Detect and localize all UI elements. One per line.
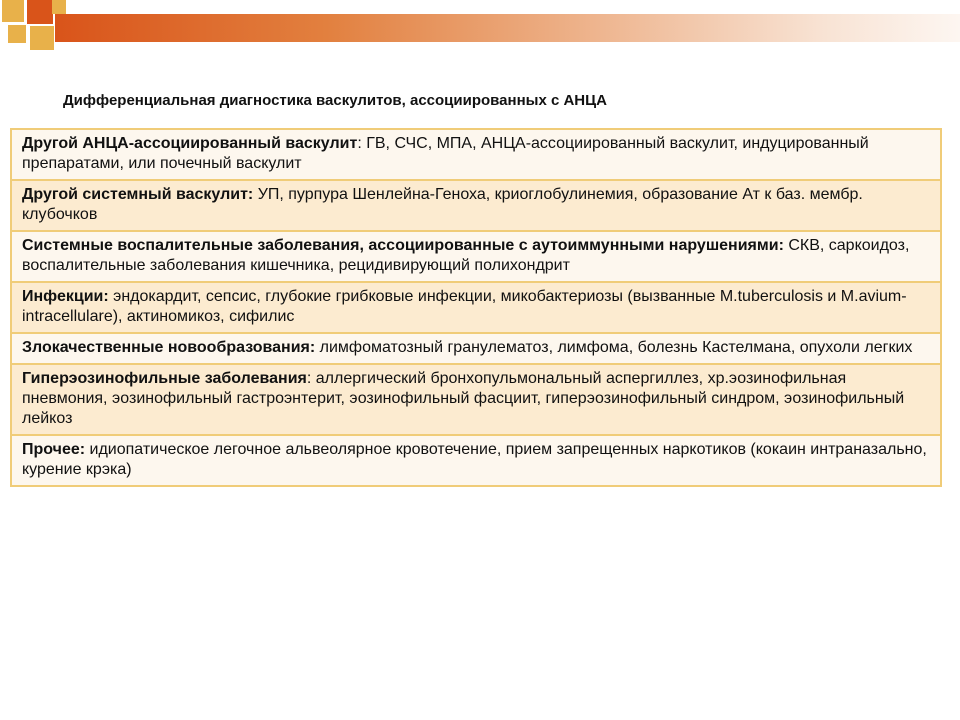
row-heading: Системные воспалительные заболевания, ассоциированные с аутоиммунными нарушениями:: [22, 237, 784, 254]
table-cell: [11, 333, 941, 364]
row-text: эндокардит, сепсис, глубокие грибковые инфекции, микобактериозы (вызванные M.tuberculosis и M.avium-intracellulare), актиномикоз, сифилис: [22, 288, 907, 325]
row-separator: :: [357, 135, 367, 152]
header-gradient-bar: [55, 14, 960, 42]
row-separator: :: [306, 370, 316, 387]
decor-square: [8, 25, 26, 43]
table-cell: [11, 435, 941, 486]
row-heading: Инфекции:: [22, 288, 109, 305]
table-row: [11, 364, 941, 435]
row-heading: Злокачественные новообразования:: [22, 339, 316, 356]
table-row: [11, 180, 941, 231]
table-row: [11, 129, 941, 180]
row-text: аллергический бронхопульмональный аспергиллез, хр.эозинофильная пневмония, эозинофильный гастроэнтерит, эозинофильный фасциит, гиперэозинофильный синдром, эозинофильный лейкоз: [22, 370, 905, 427]
table-row: [11, 333, 941, 364]
row-text: ГВ, СЧС, МПА, АНЦА-ассоциированный васкулит, индуцированный препаратами, или почечный васкулит: [22, 135, 869, 172]
row-text: идиопатическое легочное альвеолярное кровотечение, прием запрещенных наркотиков (кокаин интраназально, курение крэка): [22, 441, 927, 478]
table-cell: [11, 364, 941, 435]
slide-subtitle: Дифференциальная диагностика васкулитов, ассоциированных с АНЦА: [63, 92, 607, 109]
row-heading: Другой АНЦА-ассоциированный васкулит: [22, 135, 358, 152]
table-cell: [11, 282, 941, 333]
table-row: [11, 231, 941, 282]
table-cell: [11, 129, 941, 180]
decor-square: [52, 0, 66, 14]
table-cell: [11, 231, 941, 282]
row-heading: Другой системный васкулит:: [22, 186, 254, 203]
row-heading: Гиперэозинофильные заболевания: [22, 370, 307, 387]
decor-square: [27, 0, 53, 24]
row-text: СКВ, саркоидоз, воспалительные заболевания кишечника, рецидивирующий полихондрит: [22, 237, 910, 274]
row-heading: Прочее:: [22, 441, 86, 458]
row-text: лимфоматозный гранулематоз, лимфома, болезнь Кастелмана, опухоли легких: [319, 339, 913, 356]
row-text: УП, пурпура Шенлейна-Геноха, криоглобулинемия, образование Ат к баз. мембр. клубочков: [22, 186, 863, 223]
diagnosis-table: [10, 128, 942, 487]
table-row: [11, 282, 941, 333]
table-cell: [11, 180, 941, 231]
table-row: [11, 435, 941, 486]
decor-square: [30, 26, 54, 50]
decor-square: [2, 0, 24, 22]
